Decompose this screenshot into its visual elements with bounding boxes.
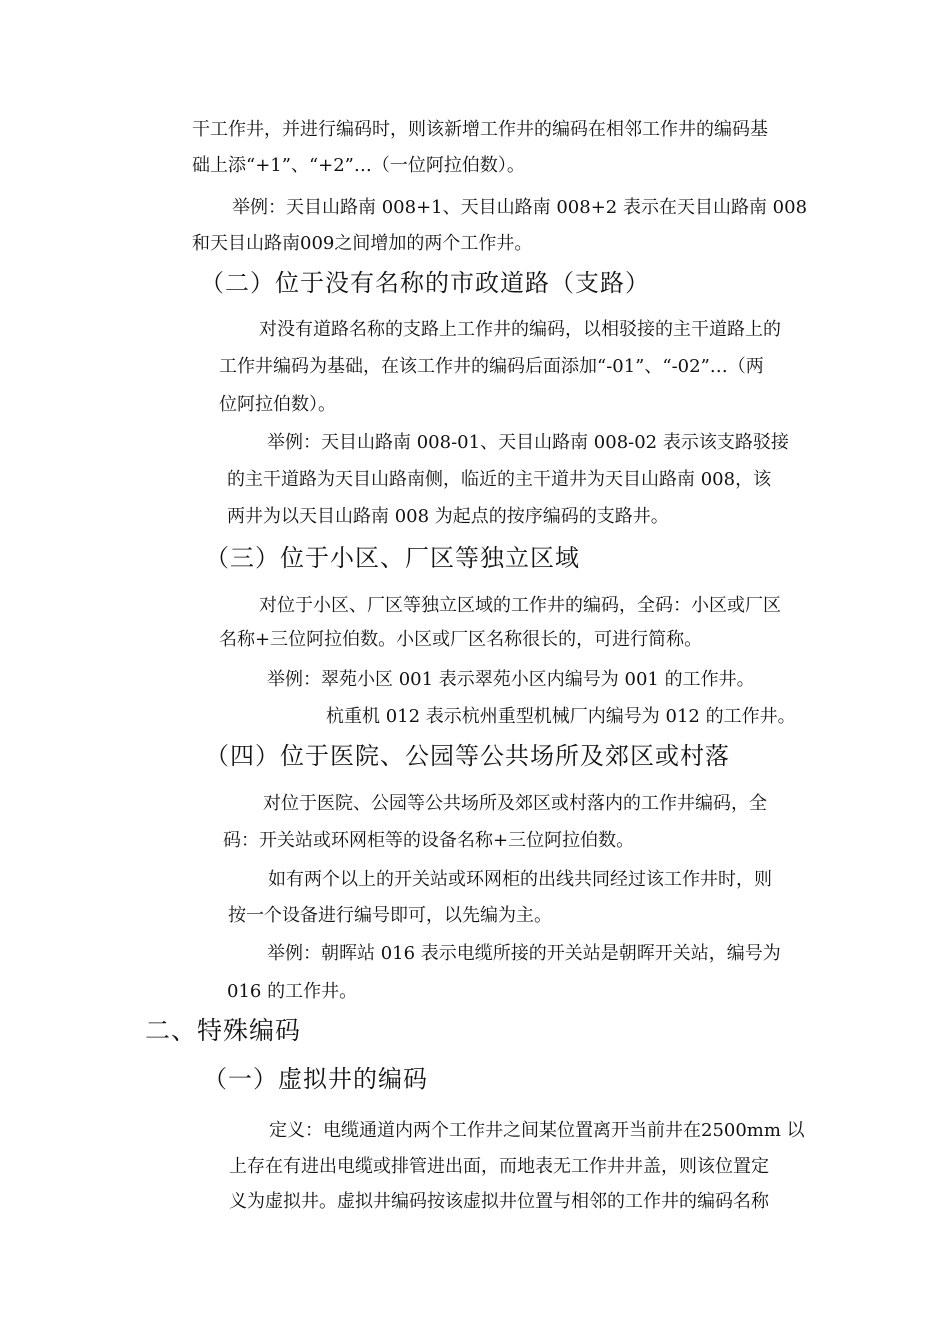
paragraph-line: 对位于小区、厂区等独立区域的工作井的编码，全码：小区或厂区: [259, 595, 781, 616]
section-heading: （四）位于医院、公园等公共场所及郊区或村落: [205, 742, 730, 770]
paragraph-line: 的主干道路为天目山路南侧，临近的主干道井为天目山路南 008，该: [227, 469, 772, 490]
paragraph-line: 按一个设备进行编号即可，以先编为主。: [228, 905, 552, 926]
paragraph-line: 定义：电缆通道内两个工作井之间某位置离开当前井在2500mm 以: [269, 1120, 805, 1141]
paragraph-line: 举例：翠苑小区 001 表示翠苑小区内编号为 001 的工作井。: [267, 669, 755, 690]
section-heading: （一）虚拟井的编码: [203, 1065, 428, 1093]
paragraph-line: 举例：天目山路南 008+1、天目山路南 008+2 表示在天目山路南 008: [232, 197, 808, 218]
paragraph-line: 干工作井，并进行编码时，则该新增工作井的编码在相邻工作井的编码基: [192, 119, 768, 140]
paragraph-line: 和天目山路南009之间增加的两个工作井。: [192, 233, 533, 254]
paragraph-line: 名称+三位阿拉伯数。小区或厂区名称很长的，可进行简称。: [219, 629, 703, 650]
paragraph-line: 两井为以天目山路南 008 为起点的按序编码的支路井。: [227, 506, 669, 527]
paragraph-line: 如有两个以上的开关站或环网柜的出线共同经过该工作井时，则: [268, 869, 772, 890]
paragraph-line: 义为虚拟井。虚拟井编码按该虚拟井位置与相邻的工作井的编码名称: [229, 1191, 769, 1212]
paragraph-line: 举例：天目山路南 008-01、天目山路南 008-02 表示该支路驳接: [267, 432, 789, 453]
paragraph-line: 杭重机 012 表示杭州重型机械厂内编号为 012 的工作井。: [326, 706, 796, 727]
paragraph-line: 位阿拉伯数）。: [219, 394, 336, 415]
paragraph-line: 举例：朝晖站 016 表示电缆所接的开关站是朝晖开关站，编号为: [267, 943, 781, 964]
paragraph-line: 016 的工作井。: [227, 981, 358, 1002]
paragraph-line: 工作井编码为基础，在该工作井的编码后面添加“-01”、“-02”…（两: [219, 356, 764, 377]
section-heading: （二）位于没有名称的市政道路（支路）: [200, 269, 650, 297]
section-heading: （三）位于小区、厂区等独立区域: [205, 544, 580, 572]
paragraph-line: 对位于医院、公园等公共场所及郊区或村落内的工作井编码，全: [263, 793, 767, 814]
paragraph-line: 础上添“+1”、“+2”…（一位阿拉伯数）。: [192, 155, 525, 176]
paragraph-line: 上存在有进出电缆或排管进出面，而地表无工作井井盖，则该位置定: [229, 1156, 769, 1177]
chapter-heading: 二、特殊编码: [145, 1016, 302, 1045]
paragraph-line: 对没有道路名称的支路上工作井的编码，以相驳接的主干道路上的: [259, 319, 781, 340]
paragraph-line: 码：开关站或环网柜等的设备名称+三位阿拉伯数。: [223, 830, 635, 851]
